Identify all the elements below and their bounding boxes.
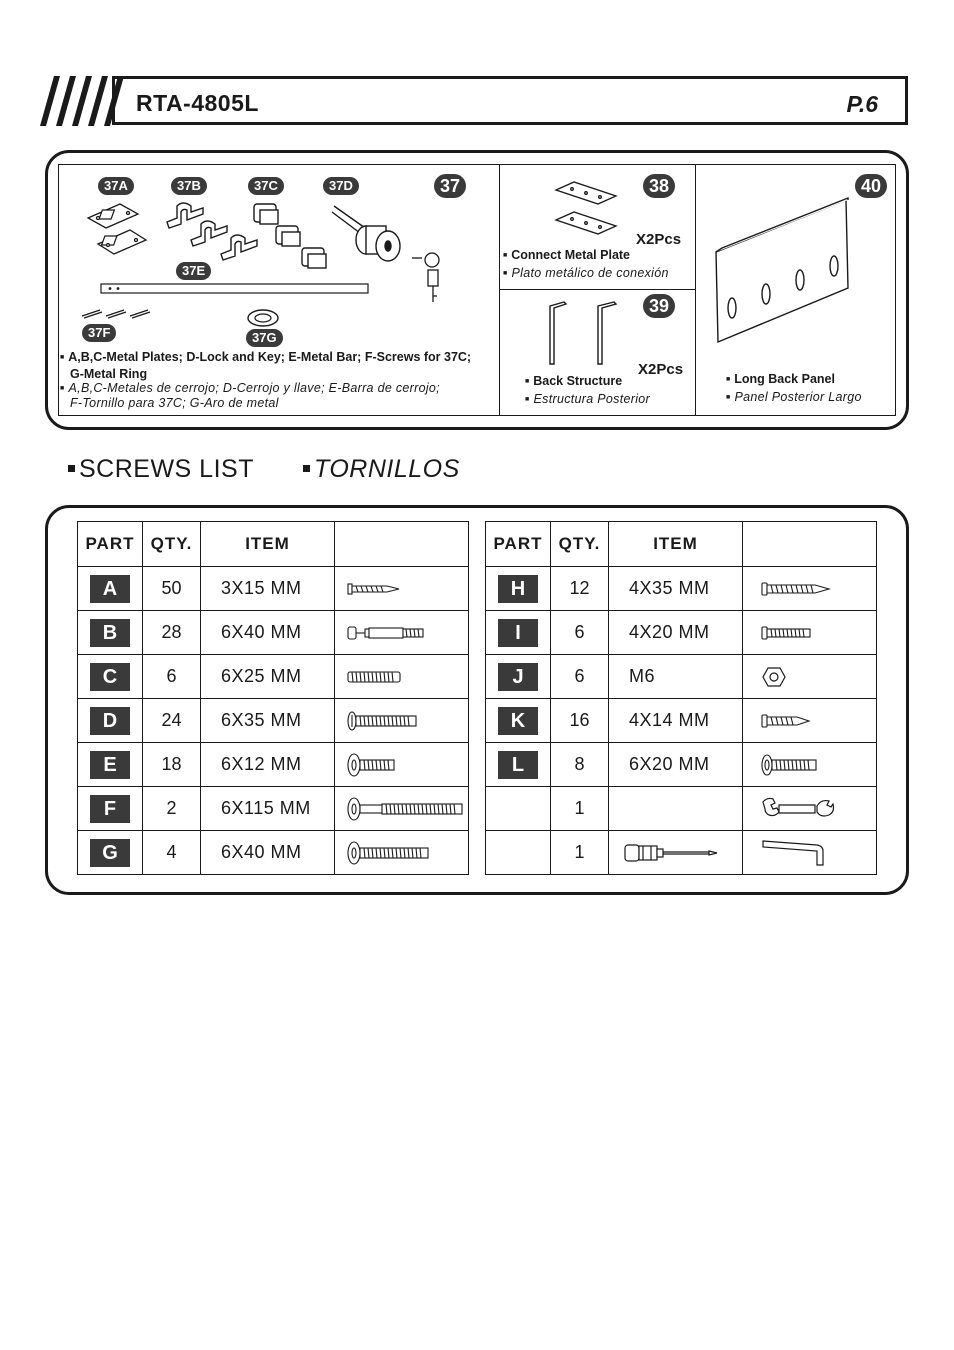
metal-plates-icon [84, 200, 154, 262]
table-row [78, 743, 469, 787]
image-cell [335, 831, 469, 875]
qty-cell: 28 [143, 611, 201, 655]
back-structure-icon [544, 300, 624, 370]
badge-37: 37 [434, 174, 466, 198]
qty-cell: 8 [551, 743, 609, 787]
item-cell: 6X12 MM [201, 743, 335, 787]
bolt-icon [761, 754, 819, 776]
item-cell: 6X35 MM [201, 699, 335, 743]
table-row [78, 611, 469, 655]
screws-table-right [485, 521, 877, 875]
screws-table-left [77, 521, 469, 875]
qty-cell: 6 [143, 655, 201, 699]
qty-cell: 6 [551, 655, 609, 699]
header-part: PART [486, 522, 551, 567]
item-cell: 6X20 MM [609, 743, 743, 787]
part-badge: G [90, 839, 130, 867]
short-bolt-icon [347, 753, 397, 777]
connect-plate-icon [552, 180, 624, 240]
image-cell [335, 655, 469, 699]
badge-37d: 37D [323, 177, 359, 195]
part-badge: I [498, 619, 538, 647]
part-badge: D [90, 707, 130, 735]
part-badge: L [498, 751, 538, 779]
part-badge: F [90, 795, 130, 823]
cam-bolt-icon [347, 625, 427, 641]
badge-37a: 37A [98, 177, 134, 195]
group37-desc-es-1: ■ A,B,C-Metales de cerrojo; D-Cerrojo y llave; E-Barra de cerrojo; [60, 381, 440, 395]
item-cell: 6X25 MM [201, 655, 335, 699]
qty-cell: 18 [143, 743, 201, 787]
image-cell [335, 787, 469, 831]
image-cell [743, 567, 877, 611]
item-cell: 3X15 MM [201, 567, 335, 611]
machine-bolt-icon [347, 711, 419, 731]
wrench-icon [761, 796, 835, 822]
table-row [486, 655, 877, 699]
lock-plates-icon [248, 198, 338, 278]
badge-37b: 37B [171, 177, 207, 195]
qty-cell: 4 [143, 831, 201, 875]
group37-desc-en-1: ■ A,B,C-Metal Plates; D-Lock and Key; E-Metal Bar; F-Screws for 37C; [60, 350, 471, 364]
qty-cell: 50 [143, 567, 201, 611]
medium-bolt-icon [347, 841, 431, 865]
part39-qty: X2Pcs [638, 361, 684, 378]
long-bolt-icon [347, 797, 465, 821]
badge-37c: 37C [248, 177, 284, 195]
allen-key-icon [761, 839, 825, 867]
small-screws-icon [80, 306, 155, 320]
table-row [486, 567, 877, 611]
long-back-panel-icon [712, 196, 852, 346]
model-number: RTA-4805L [136, 90, 259, 116]
part-cell-empty [486, 787, 551, 831]
wood-screw-small-icon [347, 582, 403, 596]
badge-38: 38 [643, 174, 675, 198]
hex-nut-icon [761, 666, 787, 688]
part-badge: K [498, 707, 538, 735]
item-cell: 4X14 MM [609, 699, 743, 743]
grid-divider [695, 164, 696, 416]
image-cell [743, 743, 877, 787]
short-machine-screw-icon [761, 625, 813, 641]
item-cell: 4X20 MM [609, 611, 743, 655]
part40-name-en: ■ Long Back Panel [726, 372, 835, 386]
part38-name-es: ■ Plato metálico de conexión [503, 266, 669, 280]
key-icon [408, 248, 444, 306]
screws-title-es: TORNILLOS [303, 455, 460, 484]
header-qty: QTY. [551, 522, 609, 567]
table-row [486, 611, 877, 655]
qty-cell: 16 [551, 699, 609, 743]
page-number: P.6 [846, 91, 878, 117]
image-cell [335, 699, 469, 743]
table-row [486, 699, 877, 743]
item-cell: 6X115 MM [201, 787, 335, 831]
table-row [78, 699, 469, 743]
header-image [743, 522, 877, 567]
badge-37g: 37G [246, 329, 283, 347]
item-cell [609, 787, 743, 831]
image-cell [743, 787, 877, 831]
part-badge: C [90, 663, 130, 691]
screwdriver-icon [623, 841, 719, 865]
part-cell-empty [486, 831, 551, 875]
item-cell: 6X40 MM [201, 831, 335, 875]
image-cell [335, 567, 469, 611]
table-row [78, 831, 469, 875]
image-cell [743, 699, 877, 743]
header-image [335, 522, 469, 567]
image-cell [609, 831, 743, 875]
cam-lock-icon [330, 200, 410, 266]
long-wood-screw-icon [761, 581, 831, 597]
threaded-rod-icon [347, 670, 403, 684]
metal-bar-icon [100, 282, 370, 296]
item-cell: M6 [609, 655, 743, 699]
part-badge: E [90, 751, 130, 779]
grid-divider [499, 164, 500, 416]
header-qty: QTY. [143, 522, 201, 567]
table-header-row [486, 522, 877, 567]
item-cell: 4X35 MM [609, 567, 743, 611]
item-cell: 6X40 MM [201, 611, 335, 655]
table-header-row [78, 522, 469, 567]
part39-name-es: ■ Estructura Posterior [525, 392, 650, 406]
table-row [486, 743, 877, 787]
qty-cell: 24 [143, 699, 201, 743]
image-cell [335, 743, 469, 787]
table-row [486, 831, 877, 875]
qty-cell: 12 [551, 567, 609, 611]
image-cell [335, 611, 469, 655]
tiny-wood-screw-icon [761, 713, 811, 729]
table-row [78, 655, 469, 699]
part-badge: J [498, 663, 538, 691]
table-row [78, 787, 469, 831]
group37-desc-en-2: G-Metal Ring [70, 367, 148, 381]
image-cell [743, 655, 877, 699]
header-item: ITEM [609, 522, 743, 567]
badge-37f: 37F [82, 324, 116, 342]
screws-title-en: SCREWS LIST [68, 455, 254, 484]
image-cell [743, 611, 877, 655]
qty-cell: 1 [551, 787, 609, 831]
part-badge: A [90, 575, 130, 603]
part40-name-es: ■ Panel Posterior Largo [726, 390, 862, 404]
table-row [486, 787, 877, 831]
badge-40: 40 [855, 174, 887, 198]
qty-cell: 2 [143, 787, 201, 831]
grid-divider [499, 289, 695, 290]
part-badge: H [498, 575, 538, 603]
part-badge: B [90, 619, 130, 647]
qty-cell: 1 [551, 831, 609, 875]
part38-name-en: ■ Connect Metal Plate [503, 248, 630, 262]
metal-ring-icon [246, 308, 280, 328]
table-row [78, 567, 469, 611]
badge-39: 39 [643, 294, 675, 318]
group37-desc-es-2: F-Tornillo para 37C; G-Aro de metal [70, 396, 279, 410]
image-cell [743, 831, 877, 875]
header-item: ITEM [201, 522, 335, 567]
qty-cell: 6 [551, 611, 609, 655]
badge-37e: 37E [176, 262, 211, 280]
part39-name-en: ■ Back Structure [525, 374, 622, 388]
part38-qty: X2Pcs [636, 231, 682, 248]
header-part: PART [78, 522, 143, 567]
